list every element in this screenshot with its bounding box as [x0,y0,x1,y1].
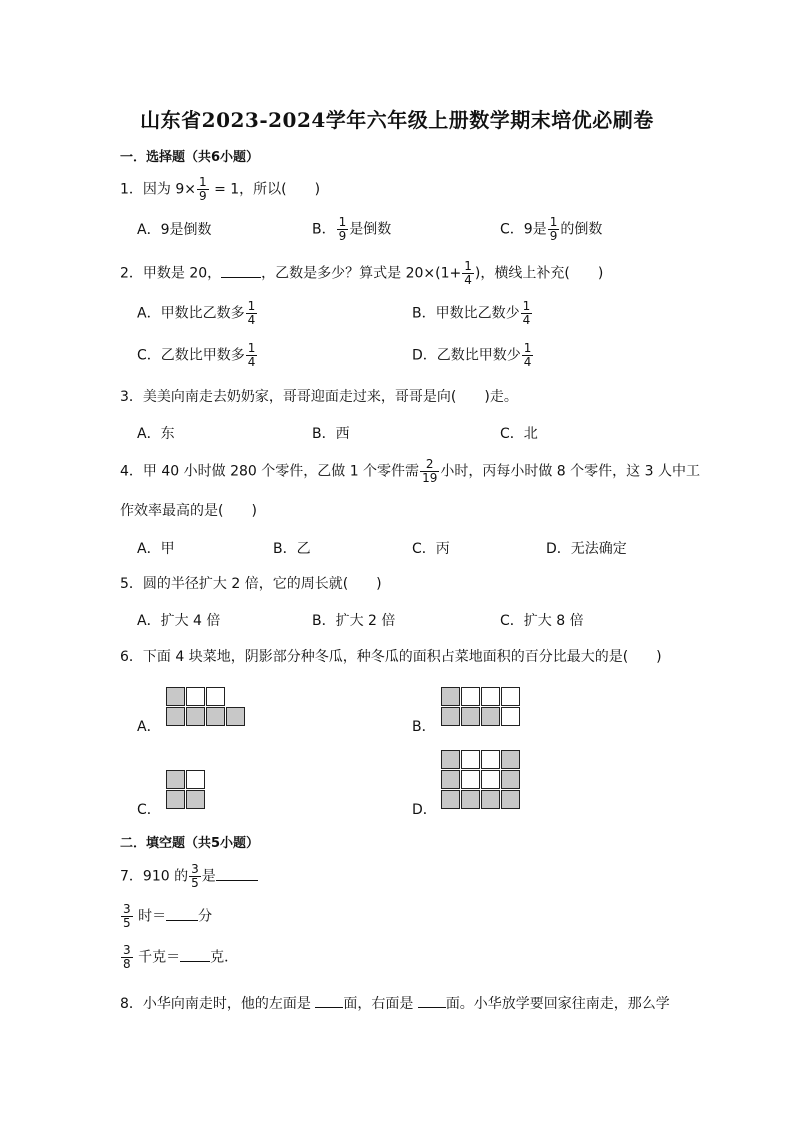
grid-cell-shaded [501,790,520,809]
question-4-line2: 作效率最高的是( ) [120,503,257,519]
grid-cell-shaded [481,707,500,726]
q5-option-b[interactable]: B．扩大 2 倍 [312,613,396,629]
question-7-line2: $\frac{3}{5}$ 时＝ 分 [123,902,213,930]
grid-cell [481,687,500,706]
grid-cell-shaded [441,750,460,769]
grid-cell-shaded [166,687,185,706]
question-7: 7．910 的 $\frac{3}{5}$ 是 [120,863,258,890]
q4-option-a[interactable]: A．甲 [137,541,175,557]
grid-cell [461,770,480,789]
grid-cell-shaded [501,770,520,789]
grid-cell-shaded [441,770,460,789]
q2-blank[interactable] [221,263,261,278]
section-fill-heading: 二．填空题（共5小题） [120,836,260,851]
q1-option-a[interactable]: A．9是倒数 [137,222,212,238]
grid-cell-shaded [461,707,480,726]
q4-option-b[interactable]: B．乙 [273,541,311,557]
grid-cell [501,707,520,726]
grid-cell-shaded [481,790,500,809]
q2-option-a[interactable]: A．甲数比乙数多 $\frac{1}{4}$ [137,299,256,327]
grid-cell [186,687,205,706]
question-4: 4．甲 40 小时做 280 个零件，乙做 1 个零件需 $\frac{2}{19}$ 小时，丙每小时做 8 个零件，这 3 人中工 [120,457,700,485]
q6-option-c[interactable]: C． [137,802,161,818]
q2-option-d[interactable]: D．乙数比甲数少 $\frac{1}{4}$ [412,341,532,369]
grid-cell-shaded [441,790,460,809]
question-5: 5．圆的半径扩大 2 倍，它的周长就( ) [120,576,382,592]
question-7-line3: $\frac{3}{8}$ 千克＝ 克． [123,943,239,971]
q8-blank-2[interactable] [418,993,446,1008]
grid-cell [501,687,520,706]
question-2: 2．甲数是 20， ，乙数是多少？算式是 20×(1+ $\frac{1}{4}$ )，横线上补充( ) [120,259,604,287]
q1-text-post: = 1，所以( ) [209,181,321,198]
q7-blank-3[interactable] [180,947,210,962]
grid-cell-shaded [461,790,480,809]
section-choice-heading: 一．选择题（共6小题） [120,150,260,165]
q7-blank-1[interactable] [216,866,258,881]
q5-option-c[interactable]: C．扩大 8 倍 [500,613,584,629]
grid-cell-shaded [441,687,460,706]
question-8: 8．小华向南走时，他的左面是 面，右面是 面。小华放学要回家往南走，那么学 [120,993,670,1014]
grid-cell-shaded [501,750,520,769]
q5-option-a[interactable]: A．扩大 4 倍 [137,613,221,629]
grid-cell-shaded [186,707,205,726]
grid-cell-shaded [226,707,245,726]
q3-option-b[interactable]: B．西 [312,426,350,442]
grid-cell-shaded [441,707,460,726]
grid-cell [461,750,480,769]
grid-cell-shaded [206,707,225,726]
q6-option-d[interactable]: D． [412,802,437,818]
q6-option-a[interactable]: A． [137,719,161,735]
grid-cell [186,770,205,789]
grid-cell [481,770,500,789]
question-3: 3．美美向南走去奶奶家，哥哥迎面走过来，哥哥是向( )走。 [120,389,518,405]
q1-option-c[interactable]: C．9是 $\frac{1}{9}$ 的倒数 [500,215,603,243]
q7-blank-2[interactable] [166,906,198,921]
q1-fraction: $\frac{1}{9}$ [199,175,207,203]
q1-option-b[interactable]: B． $\frac{1}{9}$ 是倒数 [312,215,392,243]
grid-cell [461,687,480,706]
grid-cell [206,687,225,706]
q4-option-c[interactable]: C．丙 [412,541,450,557]
q2-option-c[interactable]: C．乙数比甲数多 $\frac{1}{4}$ [137,341,256,369]
q8-blank-1[interactable] [315,993,343,1008]
q2-option-b[interactable]: B．甲数比乙数少 $\frac{1}{4}$ [412,299,531,327]
page-title: 山东省2023-2024学年六年级上册数学期末培优必刷卷 [140,108,654,132]
grid-cell [481,750,500,769]
question-6: 6．下面 4 块菜地，阴影部分种冬瓜，种冬瓜的面积占菜地面积的百分比最大的是( ) [120,649,662,665]
question-1 [120,176,320,203]
q6-option-b[interactable]: B． [412,719,436,735]
grid-cell-shaded [166,770,185,789]
grid-cell-shaded [166,707,185,726]
grid-cell-shaded [186,790,205,809]
q4-option-d[interactable]: D．无法确定 [546,541,627,557]
q1-text-pre: 1．因为 9× [120,181,196,198]
q3-option-a[interactable]: A．东 [137,426,175,442]
grid-cell-shaded [166,790,185,809]
q3-option-c[interactable]: C．北 [500,426,538,442]
